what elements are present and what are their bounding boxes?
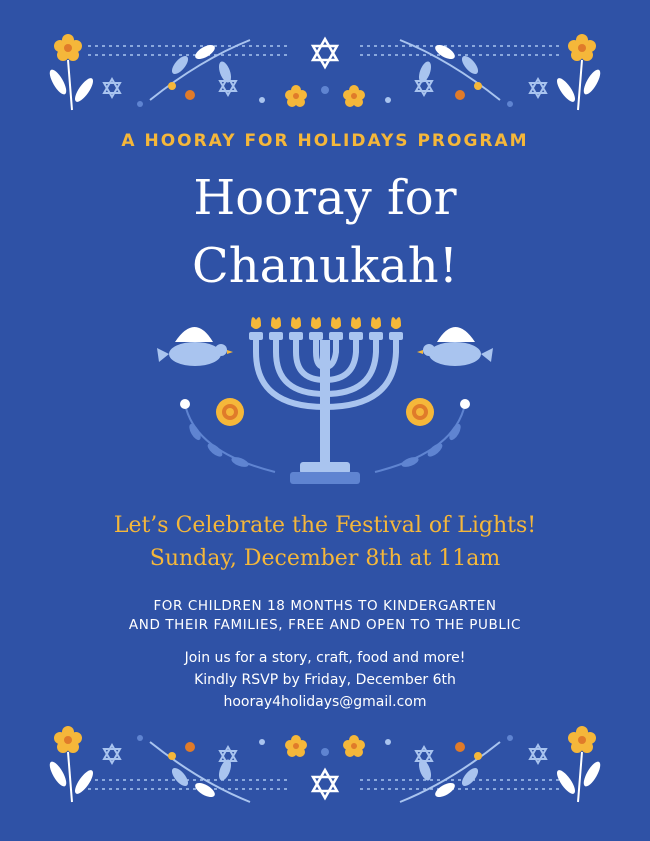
tagline: Let’s Celebrate the Festival of Lights! bbox=[113, 513, 537, 538]
star-of-david-icon bbox=[104, 79, 120, 97]
title-line-1: Hooray for bbox=[193, 170, 457, 226]
contact-email: hooray4holidays@gmail.com bbox=[223, 694, 427, 710]
flower-icon bbox=[216, 398, 244, 426]
star-of-david-icon bbox=[313, 39, 337, 67]
star-of-david-icon bbox=[530, 745, 546, 763]
rsvp-text: Kindly RSVP by Friday, December 6th bbox=[194, 672, 456, 688]
flower-icon bbox=[343, 735, 365, 757]
flower-icon bbox=[568, 726, 596, 753]
dove-icon bbox=[157, 327, 233, 366]
flower-icon bbox=[406, 398, 434, 426]
bottom-floral-border bbox=[0, 722, 650, 822]
flower-icon bbox=[568, 34, 596, 61]
top-floral-border bbox=[0, 20, 650, 120]
dove-icon bbox=[417, 327, 493, 366]
star-of-david-icon bbox=[104, 745, 120, 763]
menorah-illustration bbox=[155, 312, 495, 502]
flower-icon bbox=[285, 735, 307, 757]
star-of-david-icon bbox=[313, 770, 337, 798]
title-line-2: Chanukah! bbox=[192, 238, 458, 294]
audience-line-2: AND THEIR FAMILIES, FREE AND OPEN TO THE PUBLIC bbox=[128, 617, 522, 633]
flower-icon bbox=[343, 85, 365, 107]
candle-flames-icon bbox=[251, 317, 401, 329]
flower-icon bbox=[54, 726, 82, 753]
audience-line-1: FOR CHILDREN 18 MONTHS TO KINDERGARTEN bbox=[153, 598, 497, 614]
flower-icon bbox=[54, 34, 82, 61]
event-date-time: Sunday, December 8th at 11am bbox=[149, 546, 501, 571]
program-label: A HOORAY FOR HOLIDAYS PROGRAM bbox=[121, 131, 529, 151]
star-of-david-icon bbox=[530, 79, 546, 97]
flower-icon bbox=[285, 85, 307, 107]
activities-text: Join us for a story, craft, food and more! bbox=[184, 650, 466, 666]
